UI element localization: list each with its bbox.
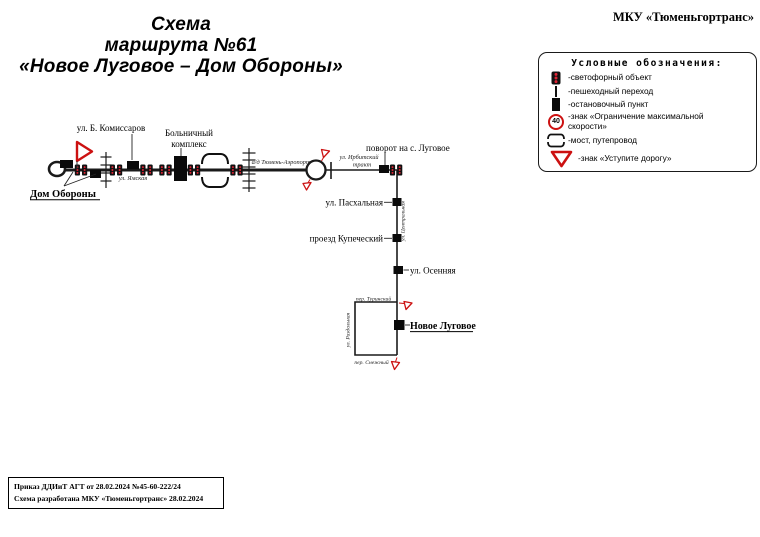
give-way-icon bbox=[303, 183, 311, 191]
traffic-light-icon bbox=[195, 165, 200, 176]
traffic-light-icon bbox=[110, 165, 115, 176]
traffic-light-icon bbox=[140, 165, 145, 176]
road-label-turinsky: пер. Туринский bbox=[355, 296, 392, 303]
terminal-loop-novoe-lugovoe bbox=[355, 302, 397, 355]
bus-stop-icon bbox=[394, 320, 405, 330]
title-line-2: маршрута №61 bbox=[104, 35, 258, 56]
road-label-centralnaya: ул. Центральная bbox=[400, 201, 407, 241]
traffic-light-icon bbox=[397, 165, 402, 176]
title-line-1: Схема bbox=[150, 14, 211, 35]
stop-label-bolnichny-2: комплекс bbox=[171, 139, 207, 149]
traffic-light-icon bbox=[82, 165, 87, 176]
stop-label-osennyaya: ул. Осенняя bbox=[410, 265, 456, 276]
bus-stop-icon bbox=[379, 165, 389, 173]
legend-label: -пешеходный переход bbox=[568, 85, 654, 96]
road-label-yamskaya: ул. Ямская bbox=[118, 175, 148, 182]
bus-stop-icon bbox=[60, 160, 73, 168]
footer-order-line: Приказ ДДИиТ АГТ от 28.02.2024 №45-60-222/24 bbox=[14, 482, 181, 491]
footer-developed-line: Схема разработана МКУ «Тюменьгортранс» 28.02.2024 bbox=[14, 494, 204, 503]
traffic-light-icon bbox=[148, 165, 153, 176]
give-way-icon bbox=[322, 150, 330, 158]
stop-label-pashalnaya: ул. Пасхальная bbox=[325, 197, 383, 208]
bus-stop-icon bbox=[394, 266, 404, 274]
terminal-label-novoe-lugovoe: Новое Луговое bbox=[410, 321, 476, 332]
road-label-snezhny: пер. Снежный bbox=[354, 360, 389, 366]
footer-box bbox=[8, 477, 224, 509]
road-label-irbitsky-2: тракт bbox=[352, 161, 372, 169]
org-name: МКУ «Тюменьгортранс» bbox=[612, 10, 754, 24]
title-line-3: «Новое Луговое – Дом Обороны» bbox=[19, 56, 343, 77]
traffic-light-icon bbox=[117, 165, 122, 176]
stop-label-kupechesky: проезд Купеческий bbox=[309, 233, 383, 244]
road-label-irbitsky-1: ул. Ирбитский bbox=[339, 154, 379, 161]
stop-label-povorot: поворот на с. Луговое bbox=[366, 143, 450, 153]
legend-label: -знак «Ограничение максимальной скорости» bbox=[568, 111, 704, 131]
traffic-light-icon bbox=[159, 165, 164, 176]
legend-label: -светофорный объект bbox=[568, 72, 652, 83]
legend-label: -знак «Уступите дорогу» bbox=[578, 153, 672, 164]
traffic-light-icon bbox=[188, 165, 193, 176]
legend-title: Условные обозначения: bbox=[571, 58, 723, 69]
stop-label-komissarov: ул. Б. Комиссаров bbox=[76, 123, 146, 133]
give-way-icon bbox=[77, 142, 92, 161]
bus-stop-icon bbox=[127, 161, 139, 169]
traffic-light-icon bbox=[390, 165, 395, 176]
speed-limit-value: 40 bbox=[548, 114, 564, 130]
road-label-airport: а/д Тюмень-Аэропорт bbox=[251, 159, 311, 166]
legend-label: -мост, путепровод bbox=[568, 134, 637, 145]
traffic-light-icon bbox=[230, 165, 235, 176]
bus-stop-icon bbox=[174, 156, 187, 181]
traffic-light-icon bbox=[238, 165, 243, 176]
legend-label: -остановочный пункт bbox=[568, 98, 649, 109]
traffic-light-icon bbox=[167, 165, 172, 176]
give-way-icon bbox=[392, 362, 400, 370]
road-label-razdolnaya: ул. Раздольная bbox=[345, 312, 352, 348]
terminal-label-dom-oborony: Дом Обороны bbox=[30, 189, 96, 200]
stop-label-bolnichny-1: Больничный bbox=[165, 128, 213, 138]
give-way-icon bbox=[404, 302, 412, 310]
